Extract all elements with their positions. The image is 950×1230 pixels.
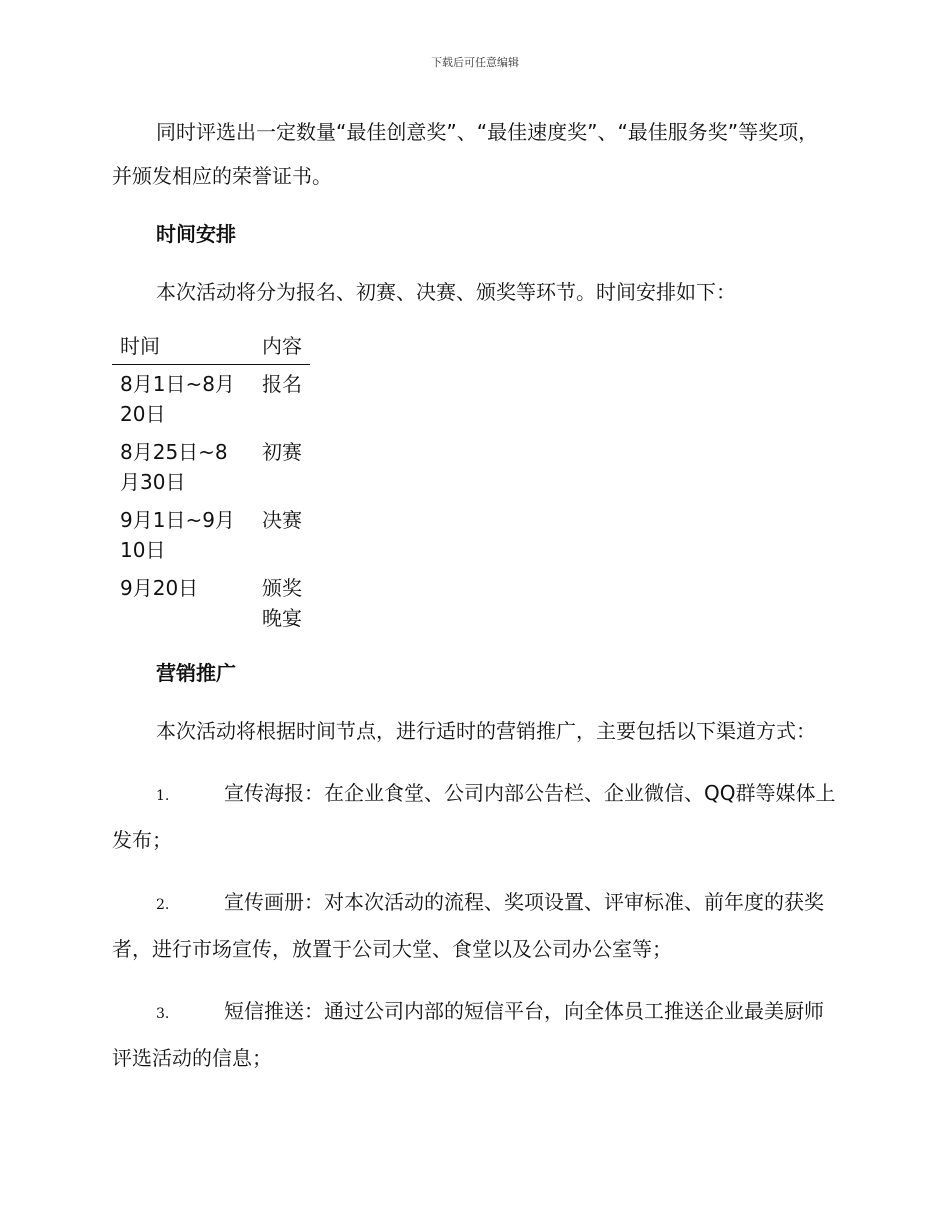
header-content: 内容	[254, 330, 310, 365]
intro-paragraph: 同时评选出一定数量“最佳创意奖”、“最佳速度奖”、“最佳服务奖”等奖项，并颁发相应的荣誉证书。	[112, 120, 819, 188]
row-time: 9月1日~9月10日	[120, 508, 235, 562]
schedule-paragraph: 本次活动将分为报名、初赛、决赛、颁奖等环节。时间安排如下：	[156, 280, 736, 304]
table-row	[112, 365, 310, 434]
marketing-heading: 营销推广	[156, 661, 236, 685]
marketing-paragraph: 本次活动将根据时间节点，进行适时的营销推广，主要包括以下渠道方式：	[156, 719, 816, 743]
document-body	[112, 110, 836, 1080]
list-number: 2.	[156, 897, 170, 913]
schedule-heading: 时间安排	[156, 222, 236, 246]
list-item	[112, 989, 836, 1080]
list-number: 3.	[156, 1006, 170, 1022]
list-text: 宣传海报：在企业食堂、公司内部公告栏、企业微信、QQ群等媒体上发布；	[112, 781, 836, 852]
page-header: 下载后可任意编辑	[431, 56, 519, 69]
row-content: 决赛	[262, 508, 302, 532]
table-header-row	[112, 330, 310, 365]
list-item	[112, 880, 836, 971]
list-number: 1.	[156, 788, 170, 804]
table-row	[112, 433, 310, 501]
row-content: 报名	[262, 372, 302, 396]
header-time: 时间	[112, 330, 254, 365]
row-content: 初赛	[262, 440, 302, 464]
list-text: 宣传画册：对本次活动的流程、奖项设置、评审标准、前年度的获奖者，进行市场宣传，放置于公司大堂、食堂以及公司办公室等；	[112, 890, 824, 961]
row-time: 8月25日~8月30日	[120, 440, 228, 494]
list-text: 短信推送：通过公司内部的短信平台，向全体员工推送企业最美厨师评选活动的信息；	[112, 999, 824, 1070]
table-row	[112, 569, 310, 637]
row-time: 8月1日~8月20日	[120, 372, 235, 426]
row-time: 9月20日	[120, 576, 199, 600]
list-item	[112, 771, 836, 862]
row-content: 颁奖晚宴	[262, 576, 302, 630]
table-row	[112, 501, 310, 569]
schedule-table	[112, 330, 310, 637]
